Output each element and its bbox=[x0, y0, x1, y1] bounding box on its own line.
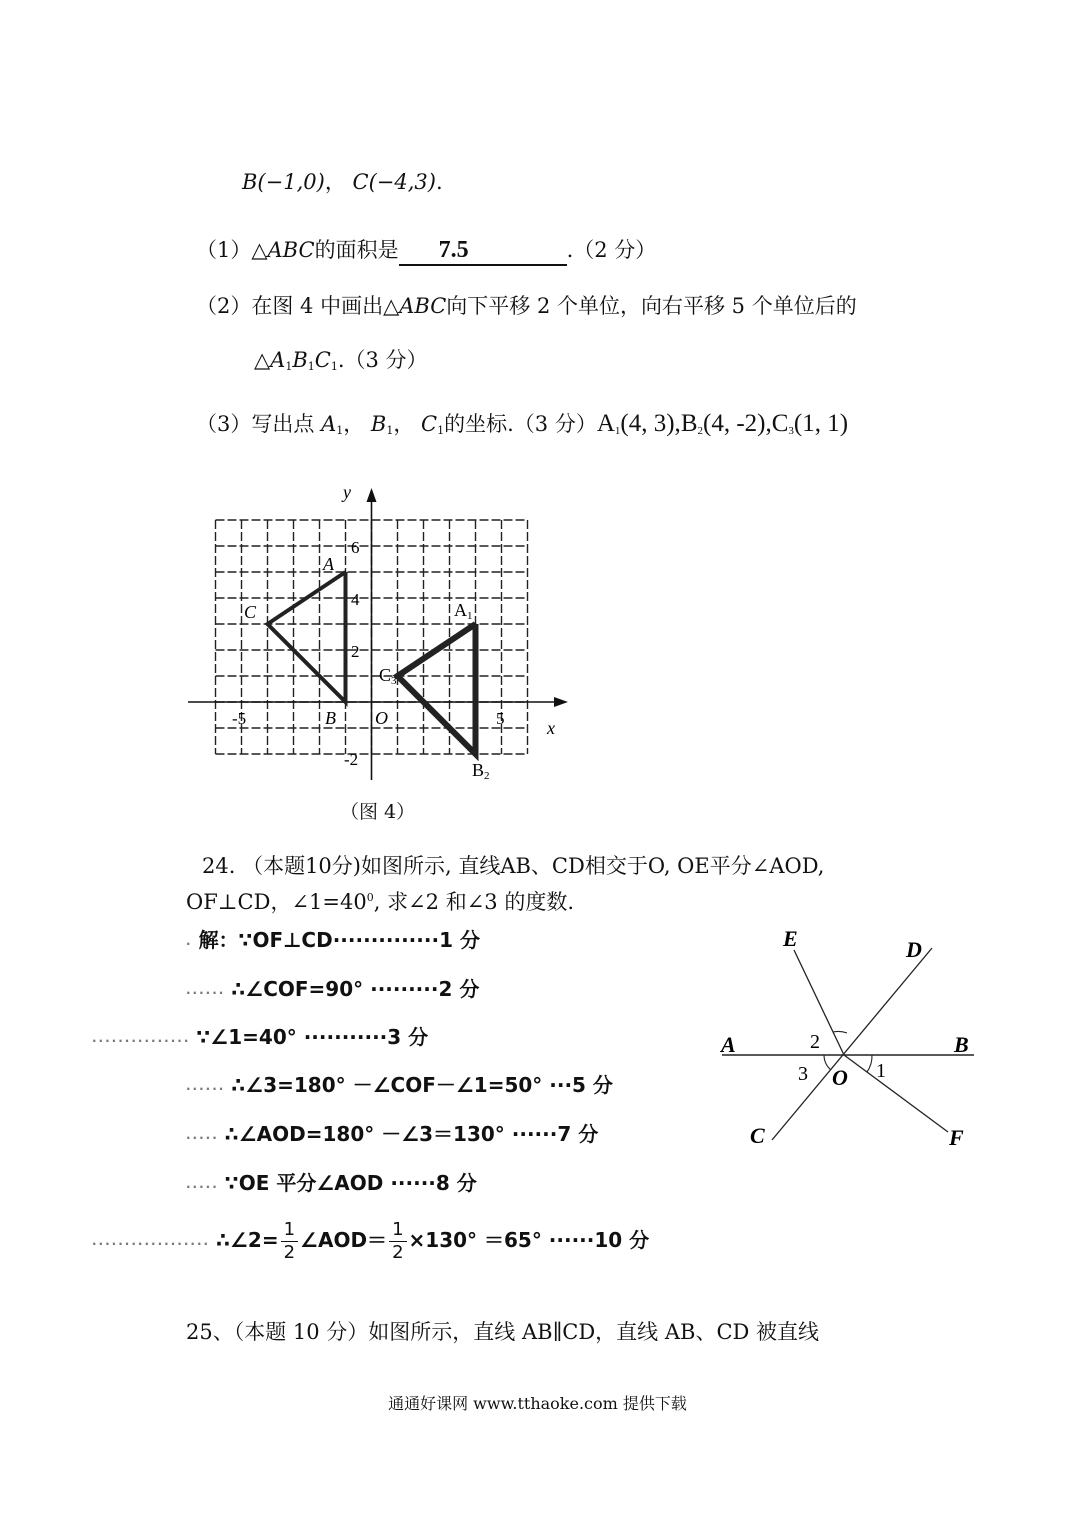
point-a-label: A bbox=[721, 1032, 736, 1057]
angle-3-label: 3 bbox=[798, 1063, 808, 1085]
tick-y-4: 4 bbox=[351, 590, 360, 609]
question-24-line2: OF⊥CD，$\angle 1=40^0$, 求∠2 和∠3 的度数. bbox=[186, 890, 575, 914]
point-b-label: B bbox=[954, 1032, 969, 1057]
solution-step-3: ............... ∵∠1=40° ···········3 分 bbox=[92, 1025, 429, 1049]
vertex-a-label: A bbox=[323, 554, 334, 574]
tick-y-2: 2 bbox=[351, 642, 360, 661]
angle-1-label: 1 bbox=[876, 1060, 886, 1082]
question-3-answer: $A_1(4$, $3),B_2(4$, $-2),C_3(1$, 1) bbox=[596, 410, 849, 437]
vertex-b2-label: B2 bbox=[472, 760, 490, 782]
axis-x-label: x bbox=[547, 718, 555, 738]
point-b: B(−1,0) bbox=[242, 170, 325, 194]
y-axis-arrow-icon bbox=[367, 488, 377, 502]
question-1: （1）△ABC的面积是 7.5 .（2 分） bbox=[196, 236, 656, 266]
tick-y-neg2: -2 bbox=[344, 750, 359, 769]
point-c: C(−4,3) bbox=[352, 170, 436, 194]
vertex-b-label: B bbox=[325, 708, 336, 728]
angle-arc-2 bbox=[833, 1031, 847, 1033]
solution-step-5: ..... ∴∠AOD=180° －∠3＝130° ······7 分 bbox=[186, 1122, 599, 1146]
question-2-line2: $\triangle A_1B_1C_1.(3$ 分） bbox=[254, 348, 428, 373]
question-25: 25、（本题 10 分）如图所示，直线 AB∥CD，直线 AB、CD 被直线 bbox=[186, 1320, 820, 1344]
point-c-label: C bbox=[750, 1123, 765, 1148]
vertex-a1-label: A1 bbox=[454, 600, 473, 622]
triangle-abc bbox=[268, 572, 346, 702]
x-axis-arrow-icon bbox=[554, 697, 568, 707]
question-3: （3）写出点 $A_1$， $B_1$， $C_1$的坐标.（3 分）$A_1(4$, $3),B_2(4$, $-2),C_3(1$, 1) bbox=[196, 410, 849, 437]
origin-label: O bbox=[375, 708, 388, 728]
point-o-label: O bbox=[832, 1065, 848, 1090]
point-e-label: E bbox=[783, 926, 798, 951]
triangle-a1b2c3 bbox=[398, 624, 476, 754]
tick-x-neg5: -5 bbox=[232, 709, 247, 728]
angle-arc-3 bbox=[824, 1055, 831, 1070]
angle-arc-1 bbox=[867, 1055, 872, 1072]
question-2: （2）在图 4 中画出△ABC向下平移 2 个单位，向右平移 5 个单位后的 bbox=[196, 294, 857, 318]
point-d-label: D bbox=[906, 937, 922, 962]
fraction-half: $\frac{1}{2}$ bbox=[389, 1219, 406, 1264]
solution-step-4: ...... ∴∠3=180° －∠COF－∠1=50° ···5 分 bbox=[186, 1073, 613, 1097]
solution-step-1: . 解：∵OF⊥CD··············1 分 bbox=[186, 928, 480, 952]
question-24-line1: 24. （本题10分)如图所示, 直线AB、CD相交于O, OE平分∠AOD, bbox=[202, 854, 825, 878]
page-footer: 通通好课网 www.tthaoke.com 提供下载 bbox=[388, 1394, 687, 1413]
point-f-label: F bbox=[949, 1125, 964, 1150]
vertex-c-label: C bbox=[244, 602, 257, 622]
intro-coordinates: B(−1,0)， C(−4,3). bbox=[242, 170, 443, 194]
figure-24-intersecting-lines bbox=[710, 920, 990, 1160]
tick-x-5: 5 bbox=[496, 709, 505, 728]
answer-blank: 7.5 bbox=[399, 236, 567, 266]
fraction-half: $\frac{1}{2}$ bbox=[281, 1219, 298, 1264]
ray-of bbox=[844, 1055, 948, 1132]
solution-step-7: .................. ∴∠2= $\frac{1}{2}$ ∠AOD＝ $\frac{1}{2}$ ×130° ＝65° ······10 分 bbox=[92, 1219, 650, 1263]
axis-y-label: y bbox=[343, 482, 351, 502]
line-cd bbox=[772, 948, 932, 1140]
figure-4-caption: （图 4） bbox=[340, 801, 416, 823]
solution-step-6: ..... ∵OE 平分∠AOD ······8 分 bbox=[186, 1171, 477, 1195]
vertex-c3-label: C3 bbox=[379, 665, 397, 687]
figure-4-coordinate-grid bbox=[180, 478, 580, 798]
solution-step-2: ...... ∴∠COF=90° ·········2 分 bbox=[186, 977, 480, 1001]
angle-2-label: 2 bbox=[810, 1031, 820, 1053]
tick-y-6: 6 bbox=[351, 538, 360, 557]
